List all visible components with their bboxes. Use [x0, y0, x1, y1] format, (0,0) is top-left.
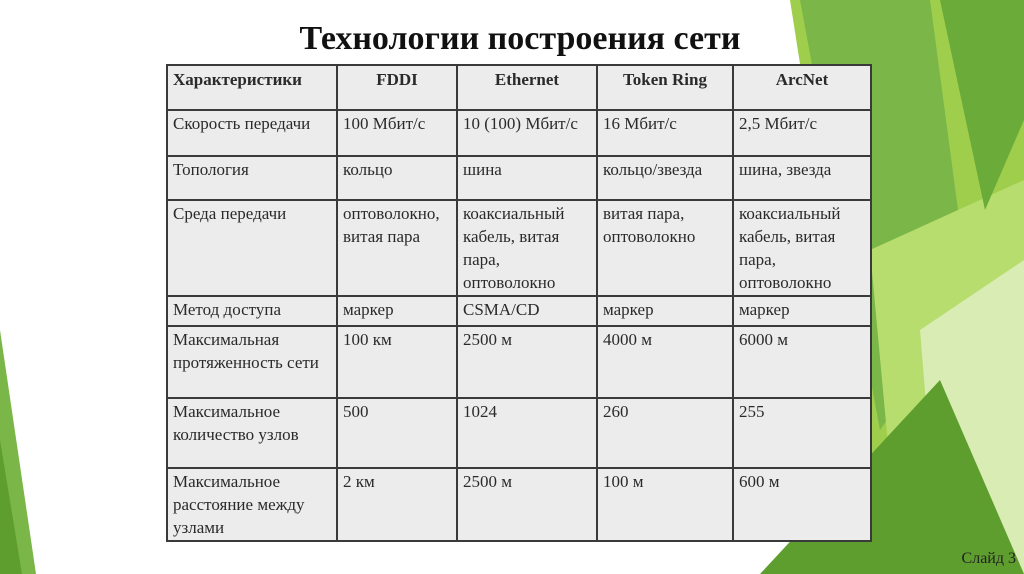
header-token-ring: Token Ring — [597, 65, 733, 110]
table-cell: кольцо — [337, 156, 457, 200]
table-cell: 255 — [733, 398, 871, 468]
table-cell: 100 км — [337, 326, 457, 398]
table-cell: 2500 м — [457, 468, 597, 541]
table-cell: 2 км — [337, 468, 457, 541]
table-cell: кольцо/звезда — [597, 156, 733, 200]
table-cell: 10 (100) Мбит/с — [457, 110, 597, 156]
table-cell: 6000 м — [733, 326, 871, 398]
table-cell: 100 Мбит/с — [337, 110, 457, 156]
row-label: Метод доступа — [167, 296, 337, 326]
table-cell: 1024 — [457, 398, 597, 468]
table-row — [167, 398, 871, 468]
table-cell: 4000 м — [597, 326, 733, 398]
table-cell: 2500 м — [457, 326, 597, 398]
header-arcnet: ArcNet — [733, 65, 871, 110]
table-cell: маркер — [597, 296, 733, 326]
row-label: Максимальное количество узлов — [167, 398, 337, 468]
row-label: Максимальное расстояние между узлами — [167, 468, 337, 541]
table-cell: 260 — [597, 398, 733, 468]
slide-title: Технологии построения сети — [299, 20, 741, 57]
header-ethernet: Ethernet — [457, 65, 597, 110]
table-cell: 2,5 Мбит/с — [733, 110, 871, 156]
table-row — [167, 296, 871, 326]
table-cell: 16 Мбит/с — [597, 110, 733, 156]
row-label: Топология — [167, 156, 337, 200]
table-cell: оптоволокно, витая пара — [337, 200, 457, 296]
header-fddi: FDDI — [337, 65, 457, 110]
table-row — [167, 200, 871, 296]
table-cell: 100 м — [597, 468, 733, 541]
header-characteristics: Характеристики — [167, 65, 337, 110]
table-header-row — [167, 65, 871, 110]
table-cell: CSMA/CD — [457, 296, 597, 326]
table-cell: шина, звезда — [733, 156, 871, 200]
table-cell: витая пара, оптоволокно — [597, 200, 733, 296]
table-cell: коаксиальный кабель, витая пара, оптоволокно — [457, 200, 597, 296]
table-cell: коаксиальный кабель, витая пара, оптоволокно — [733, 200, 871, 296]
table-cell: маркер — [733, 296, 871, 326]
row-label: Среда передачи — [167, 200, 337, 296]
table-cell: шина — [457, 156, 597, 200]
table-cell: 600 м — [733, 468, 871, 541]
network-technology-table — [166, 64, 872, 542]
row-label: Скорость передачи — [167, 110, 337, 156]
table-row — [167, 110, 871, 156]
slide-number: Слайд 3 — [961, 550, 1016, 567]
table-cell: маркер — [337, 296, 457, 326]
table-row — [167, 326, 871, 398]
row-label: Максимальная протяженность сети — [167, 326, 337, 398]
table-row — [167, 156, 871, 200]
table-cell: 500 — [337, 398, 457, 468]
table-row — [167, 468, 871, 541]
